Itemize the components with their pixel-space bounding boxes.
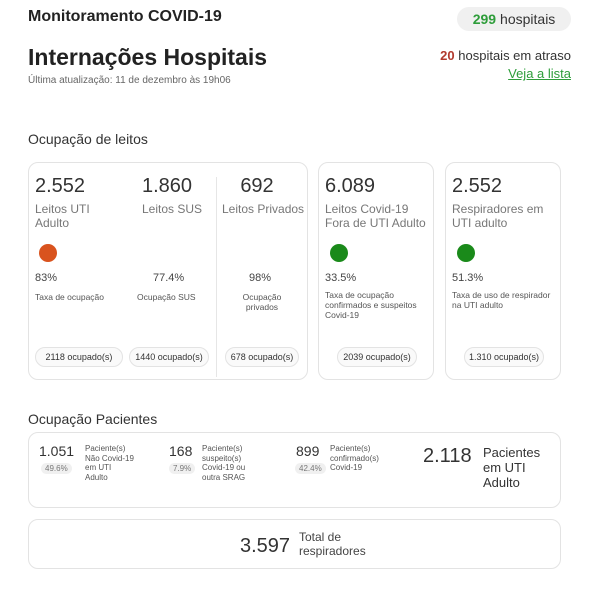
page-title: Internações Hospitais <box>28 44 268 70</box>
private-occupancy-label: Ocupação privados <box>242 292 282 312</box>
respirators-card <box>28 519 561 569</box>
app-title: Monitoramento COVID-19 <box>28 8 222 25</box>
respirators-total-label: Total de respiradores <box>299 530 366 558</box>
resp-column <box>452 175 556 230</box>
suspected-pct: 7.9% <box>169 463 195 474</box>
hospitals-word: hospitais <box>500 11 556 27</box>
private-occupied-chip: 678 ocupado(s) <box>225 347 299 367</box>
covid-beds-column <box>325 175 429 230</box>
sus-beds-value: 1.860 <box>142 175 193 197</box>
sus-beds-label: Leitos SUS <box>142 202 203 216</box>
covid-beds-label: Leitos Covid-19 Fora de UTI Adulto <box>325 202 426 230</box>
last-update: Última atualização: 11 de dezembro às 19h06 <box>28 75 231 86</box>
hospitals-count: 299 <box>472 11 497 27</box>
resp-occupied-chip: 1.310 ocupado(s) <box>464 347 544 367</box>
confirmed-pct: 42.4% <box>295 463 326 474</box>
non-covid-label: Paciente(s) Não Covid-19 em UTI Adulto <box>85 444 134 482</box>
beds-divider <box>216 177 217 377</box>
resp-label: Respiradores em UTI adulto <box>452 202 544 230</box>
respirators-total-value: 3.597 <box>240 535 291 557</box>
resp-value: 2.552 <box>452 175 503 197</box>
uti-beds-value: 2.552 <box>35 175 86 197</box>
private-beds-column <box>222 175 306 216</box>
hospitals-count-badge[interactable] <box>457 7 571 31</box>
sus-occupancy-label: Ocupação SUS <box>137 292 196 302</box>
patients-card <box>28 432 561 508</box>
uti-occupancy-label: Taxa de ocupação <box>35 292 104 302</box>
see-list-link[interactable]: Veja a lista <box>508 66 571 81</box>
patients-section-title: Ocupação Pacientes <box>28 411 158 427</box>
patients-total-value: 2.118 <box>423 445 472 467</box>
uti-beds-label: Leitos UTI Adulto <box>35 202 90 230</box>
uti-beds-column <box>35 175 125 230</box>
private-beds-value: 692 <box>240 175 274 197</box>
uti-occupancy-pct: 83% <box>35 272 58 284</box>
suspected-label: Paciente(s) suspeito(s) Covid-19 ou outra SRAG <box>202 444 246 482</box>
confirmed-value: 899 <box>296 443 320 459</box>
beds-card-covid <box>318 162 434 380</box>
covid-occupancy-pct: 33.5% <box>325 272 357 284</box>
confirmed-label: Paciente(s) confirmado(s) Covid-19 <box>330 444 379 472</box>
private-beds-label: Leitos Privados <box>222 202 305 216</box>
beds-card-respirators <box>445 162 561 380</box>
resp-usage-pct: 51.3% <box>452 272 484 284</box>
patients-total-label: Pacientes em UTI Adulto <box>483 445 541 490</box>
beds-section-title: Ocupação de leitos <box>28 131 148 147</box>
sus-occupied-chip: 1440 ocupado(s) <box>129 347 209 367</box>
sus-beds-column <box>142 175 222 216</box>
late-text: hospitais em atraso <box>458 48 571 63</box>
sus-occupancy-pct: 77.4% <box>153 272 185 284</box>
resp-status-dot <box>457 244 475 262</box>
covid-occupancy-label: Taxa de ocupação confirmados e suspeitos Covid-19 <box>325 290 417 320</box>
late-count: 20 <box>440 48 455 63</box>
uti-status-dot <box>39 244 57 262</box>
resp-usage-label: Taxa de uso de respirador na UTI adulto <box>452 290 551 310</box>
private-occupancy-pct: 98% <box>249 272 272 284</box>
non-covid-pct: 49.6% <box>41 463 72 474</box>
non-covid-value: 1.051 <box>39 443 75 459</box>
uti-occupied-chip: 2118 ocupado(s) <box>35 347 123 367</box>
late-hospitals <box>440 48 571 63</box>
covid-occupied-chip: 2039 ocupado(s) <box>337 347 417 367</box>
covid-status-dot <box>330 244 348 262</box>
suspected-value: 168 <box>169 443 193 459</box>
covid-beds-value: 6.089 <box>325 175 376 197</box>
beds-card-general <box>28 162 308 380</box>
